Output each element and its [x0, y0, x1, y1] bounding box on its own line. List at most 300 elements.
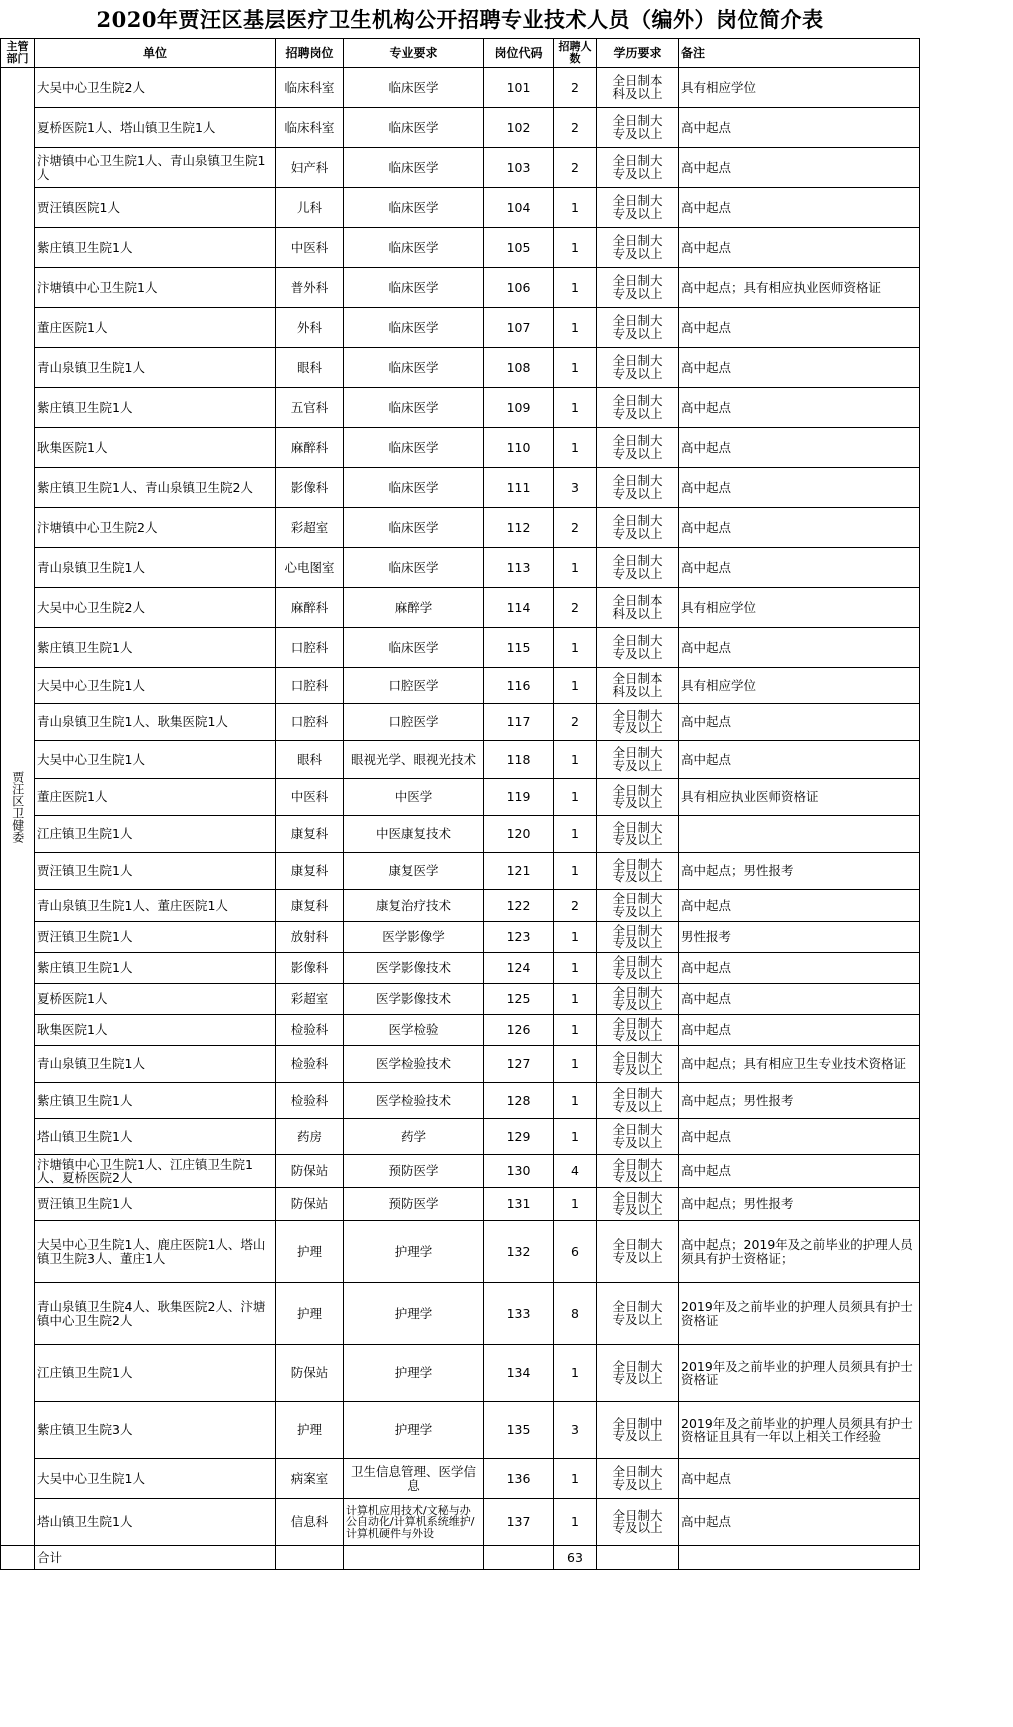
code-cell: 134 [484, 1345, 554, 1402]
code-cell: 130 [484, 1155, 554, 1188]
major-cell: 临床医学 [344, 308, 484, 348]
header-unit: 单位 [35, 39, 276, 68]
note-cell: 高中起点 [679, 1459, 920, 1499]
edu-cell: 全日制大专及以上 [597, 628, 679, 668]
unit-cell: 塔山镇卫生院1人 [35, 1119, 276, 1155]
unit-cell: 大吴中心卫生院2人 [35, 68, 276, 108]
table-row [1, 1119, 920, 1155]
unit-cell: 耿集医院1人 [35, 1015, 276, 1046]
note-cell: 高中起点 [679, 468, 920, 508]
table-row [1, 890, 920, 922]
post-cell: 信息科 [276, 1499, 344, 1546]
unit-cell: 紫庄镇卫生院1人 [35, 388, 276, 428]
edu-cell: 全日制大专及以上 [597, 1459, 679, 1499]
note-cell: 高中起点 [679, 628, 920, 668]
post-cell: 临床科室 [276, 68, 344, 108]
edu-cell: 全日制大专及以上 [597, 428, 679, 468]
note-cell: 高中起点 [679, 428, 920, 468]
edu-cell: 全日制大专及以上 [597, 1345, 679, 1402]
post-cell: 中医科 [276, 228, 344, 268]
table-row [1, 1402, 920, 1459]
unit-cell: 大吴中心卫生院2人 [35, 588, 276, 628]
post-cell: 麻醉科 [276, 428, 344, 468]
post-cell: 临床科室 [276, 108, 344, 148]
total-empty-code [484, 1546, 554, 1570]
unit-cell: 江庄镇卫生院1人 [35, 1345, 276, 1402]
count-cell: 1 [554, 1499, 597, 1546]
table-row [1, 388, 920, 428]
total-empty-major [344, 1546, 484, 1570]
unit-cell: 紫庄镇卫生院1人 [35, 953, 276, 984]
edu-cell: 全日制大专及以上 [597, 704, 679, 741]
unit-cell: 紫庄镇卫生院3人 [35, 1402, 276, 1459]
major-cell: 护理学 [344, 1402, 484, 1459]
unit-cell: 青山泉镇卫生院1人 [35, 548, 276, 588]
major-cell: 康复医学 [344, 853, 484, 890]
code-cell: 118 [484, 741, 554, 779]
unit-cell: 紫庄镇卫生院1人、青山泉镇卫生院2人 [35, 468, 276, 508]
table-row [1, 268, 920, 308]
edu-cell: 全日制大专及以上 [597, 1083, 679, 1119]
major-cell: 医学检验 [344, 1015, 484, 1046]
unit-cell: 夏桥医院1人、塔山镇卫生院1人 [35, 108, 276, 148]
note-cell [679, 816, 920, 853]
note-cell: 高中起点 [679, 953, 920, 984]
header-count: 招聘人数 [554, 39, 597, 68]
unit-cell: 汴塘镇中心卫生院1人、青山泉镇卫生院1人 [35, 148, 276, 188]
post-cell: 康复科 [276, 816, 344, 853]
table-row [1, 468, 920, 508]
edu-cell: 全日制大专及以上 [597, 1119, 679, 1155]
unit-cell: 汴塘镇中心卫生院1人、江庄镇卫生院1人、夏桥医院2人 [35, 1155, 276, 1188]
note-cell: 2019年及之前毕业的护理人员须具有护士资格证且具有一年以上相关工作经验 [679, 1402, 920, 1459]
count-cell: 1 [554, 1119, 597, 1155]
table-row [1, 228, 920, 268]
header-post: 招聘岗位 [276, 39, 344, 68]
table-row [1, 428, 920, 468]
table-row [1, 588, 920, 628]
count-cell: 1 [554, 816, 597, 853]
header-edu: 学历要求 [597, 39, 679, 68]
code-cell: 105 [484, 228, 554, 268]
code-cell: 101 [484, 68, 554, 108]
post-cell: 防保站 [276, 1345, 344, 1402]
post-cell: 儿科 [276, 188, 344, 228]
table-row [1, 953, 920, 984]
edu-cell: 全日制本科及以上 [597, 68, 679, 108]
count-cell: 1 [554, 779, 597, 816]
count-cell: 4 [554, 1155, 597, 1188]
table-row [1, 148, 920, 188]
edu-cell: 全日制大专及以上 [597, 508, 679, 548]
edu-cell: 全日制大专及以上 [597, 816, 679, 853]
count-cell: 1 [554, 548, 597, 588]
count-cell: 1 [554, 953, 597, 984]
edu-cell: 全日制大专及以上 [597, 348, 679, 388]
count-cell: 1 [554, 188, 597, 228]
post-cell: 防保站 [276, 1188, 344, 1221]
edu-cell: 全日制大专及以上 [597, 741, 679, 779]
unit-cell: 青山泉镇卫生院4人、耿集医院2人、汴塘镇中心卫生院2人 [35, 1283, 276, 1345]
total-empty-note [679, 1546, 920, 1570]
count-cell: 1 [554, 1459, 597, 1499]
note-cell: 高中起点 [679, 348, 920, 388]
major-cell: 卫生信息管理、医学信息 [344, 1459, 484, 1499]
header-note: 备注 [679, 39, 920, 68]
unit-cell: 汴塘镇中心卫生院2人 [35, 508, 276, 548]
code-cell: 124 [484, 953, 554, 984]
count-cell: 2 [554, 508, 597, 548]
post-cell: 防保站 [276, 1155, 344, 1188]
count-cell: 1 [554, 1046, 597, 1083]
count-cell: 2 [554, 704, 597, 741]
post-cell: 影像科 [276, 953, 344, 984]
code-cell: 125 [484, 984, 554, 1015]
table-row [1, 1499, 920, 1546]
major-cell: 护理学 [344, 1345, 484, 1402]
count-cell: 1 [554, 1015, 597, 1046]
major-cell: 临床医学 [344, 628, 484, 668]
edu-cell: 全日制大专及以上 [597, 953, 679, 984]
post-cell: 眼科 [276, 348, 344, 388]
note-cell: 高中起点 [679, 890, 920, 922]
edu-cell: 全日制大专及以上 [597, 853, 679, 890]
post-cell: 心电图室 [276, 548, 344, 588]
post-cell: 康复科 [276, 853, 344, 890]
code-cell: 107 [484, 308, 554, 348]
count-cell: 8 [554, 1283, 597, 1345]
table-row [1, 308, 920, 348]
table-row [1, 779, 920, 816]
edu-cell: 全日制大专及以上 [597, 148, 679, 188]
major-cell: 临床医学 [344, 68, 484, 108]
table-row [1, 348, 920, 388]
unit-cell: 青山泉镇卫生院1人 [35, 1046, 276, 1083]
table-row [1, 1015, 920, 1046]
count-cell: 1 [554, 228, 597, 268]
code-cell: 104 [484, 188, 554, 228]
total-empty-dept [1, 1546, 35, 1570]
post-cell: 检验科 [276, 1015, 344, 1046]
table-row [1, 1155, 920, 1188]
table-row [1, 668, 920, 704]
note-cell: 高中起点 [679, 1119, 920, 1155]
code-cell: 112 [484, 508, 554, 548]
header-major: 专业要求 [344, 39, 484, 68]
table-row [1, 1188, 920, 1221]
count-cell: 3 [554, 468, 597, 508]
table-row [1, 508, 920, 548]
major-cell: 预防医学 [344, 1155, 484, 1188]
edu-cell: 全日制大专及以上 [597, 548, 679, 588]
major-cell: 预防医学 [344, 1188, 484, 1221]
table-row [1, 741, 920, 779]
code-cell: 121 [484, 853, 554, 890]
edu-cell: 全日制大专及以上 [597, 1046, 679, 1083]
code-cell: 137 [484, 1499, 554, 1546]
unit-cell: 贾汪镇医院1人 [35, 188, 276, 228]
code-cell: 119 [484, 779, 554, 816]
major-cell: 中医学 [344, 779, 484, 816]
code-cell: 131 [484, 1188, 554, 1221]
post-cell: 普外科 [276, 268, 344, 308]
major-cell: 中医康复技术 [344, 816, 484, 853]
major-cell: 眼视光学、眼视光技术 [344, 741, 484, 779]
table-row [1, 108, 920, 148]
major-cell: 口腔医学 [344, 668, 484, 704]
note-cell: 高中起点 [679, 741, 920, 779]
note-cell: 具有相应学位 [679, 588, 920, 628]
note-cell: 高中起点 [679, 308, 920, 348]
count-cell: 1 [554, 1345, 597, 1402]
table-row [1, 984, 920, 1015]
code-cell: 127 [484, 1046, 554, 1083]
major-cell: 临床医学 [344, 268, 484, 308]
code-cell: 123 [484, 922, 554, 953]
dept-cell: 贾汪区卫健委 [1, 68, 35, 1546]
count-cell: 1 [554, 268, 597, 308]
edu-cell: 全日制中专及以上 [597, 1402, 679, 1459]
recruitment-table [0, 38, 920, 1570]
post-cell: 彩超室 [276, 508, 344, 548]
code-cell: 126 [484, 1015, 554, 1046]
edu-cell: 全日制大专及以上 [597, 779, 679, 816]
note-cell: 高中起点 [679, 148, 920, 188]
edu-cell: 全日制大专及以上 [597, 1015, 679, 1046]
count-cell: 1 [554, 308, 597, 348]
post-cell: 彩超室 [276, 984, 344, 1015]
unit-cell: 青山泉镇卫生院1人、董庄医院1人 [35, 890, 276, 922]
edu-cell: 全日制大专及以上 [597, 308, 679, 348]
post-cell: 病案室 [276, 1459, 344, 1499]
note-cell: 具有相应学位 [679, 668, 920, 704]
edu-cell: 全日制大专及以上 [597, 984, 679, 1015]
edu-cell: 全日制大专及以上 [597, 1283, 679, 1345]
post-cell: 外科 [276, 308, 344, 348]
total-label: 合计 [35, 1546, 276, 1570]
table-row [1, 548, 920, 588]
page-title: 2020年贾汪区基层医疗卫生机构公开招聘专业技术人员（编外）岗位简介表 [96, 7, 824, 32]
unit-cell: 紫庄镇卫生院1人 [35, 628, 276, 668]
edu-cell: 全日制大专及以上 [597, 890, 679, 922]
code-cell: 136 [484, 1459, 554, 1499]
unit-cell: 青山泉镇卫生院1人 [35, 348, 276, 388]
code-cell: 108 [484, 348, 554, 388]
unit-cell: 青山泉镇卫生院1人、耿集医院1人 [35, 704, 276, 741]
note-cell: 高中起点 [679, 188, 920, 228]
table-row [1, 1283, 920, 1345]
post-cell: 康复科 [276, 890, 344, 922]
count-cell: 1 [554, 668, 597, 704]
unit-cell: 贾汪镇卫生院1人 [35, 1188, 276, 1221]
header-row [1, 39, 920, 68]
table-row [1, 816, 920, 853]
code-cell: 132 [484, 1221, 554, 1283]
count-cell: 1 [554, 348, 597, 388]
major-cell: 医学检验技术 [344, 1046, 484, 1083]
unit-cell: 大吴中心卫生院1人 [35, 668, 276, 704]
table-row [1, 1221, 920, 1283]
edu-cell: 全日制大专及以上 [597, 922, 679, 953]
count-cell: 1 [554, 1188, 597, 1221]
post-cell: 麻醉科 [276, 588, 344, 628]
code-cell: 113 [484, 548, 554, 588]
total-count: 63 [554, 1546, 597, 1570]
edu-cell: 全日制大专及以上 [597, 388, 679, 428]
note-cell: 具有相应执业医师资格证 [679, 779, 920, 816]
major-cell: 临床医学 [344, 348, 484, 388]
post-cell: 检验科 [276, 1046, 344, 1083]
unit-cell: 董庄医院1人 [35, 779, 276, 816]
post-cell: 放射科 [276, 922, 344, 953]
count-cell: 3 [554, 1402, 597, 1459]
note-cell: 2019年及之前毕业的护理人员须具有护士资格证 [679, 1283, 920, 1345]
post-cell: 五官科 [276, 388, 344, 428]
count-cell: 1 [554, 388, 597, 428]
note-cell: 高中起点 [679, 1015, 920, 1046]
code-cell: 110 [484, 428, 554, 468]
note-cell: 高中起点；具有相应卫生专业技术资格证 [679, 1046, 920, 1083]
note-cell: 高中起点 [679, 508, 920, 548]
note-cell: 高中起点；2019年及之前毕业的护理人员须具有护士资格证； [679, 1221, 920, 1283]
note-cell: 高中起点；男性报考 [679, 853, 920, 890]
table-row [1, 628, 920, 668]
post-cell: 眼科 [276, 741, 344, 779]
major-cell: 临床医学 [344, 388, 484, 428]
note-cell: 男性报考 [679, 922, 920, 953]
post-cell: 口腔科 [276, 628, 344, 668]
major-cell: 药学 [344, 1119, 484, 1155]
post-cell: 护理 [276, 1402, 344, 1459]
code-cell: 111 [484, 468, 554, 508]
note-cell: 高中起点 [679, 1155, 920, 1188]
edu-cell: 全日制大专及以上 [597, 1188, 679, 1221]
table-row [1, 1459, 920, 1499]
unit-cell: 江庄镇卫生院1人 [35, 816, 276, 853]
code-cell: 117 [484, 704, 554, 741]
count-cell: 1 [554, 853, 597, 890]
unit-cell: 汴塘镇中心卫生院1人 [35, 268, 276, 308]
unit-cell: 紫庄镇卫生院1人 [35, 1083, 276, 1119]
note-cell: 高中起点 [679, 1499, 920, 1546]
post-cell: 检验科 [276, 1083, 344, 1119]
major-cell: 医学影像技术 [344, 953, 484, 984]
major-cell: 护理学 [344, 1283, 484, 1345]
major-cell: 医学影像技术 [344, 984, 484, 1015]
major-cell: 医学影像学 [344, 922, 484, 953]
code-cell: 120 [484, 816, 554, 853]
note-cell: 高中起点 [679, 388, 920, 428]
code-cell: 103 [484, 148, 554, 188]
major-cell: 临床医学 [344, 508, 484, 548]
post-cell: 口腔科 [276, 668, 344, 704]
unit-cell: 大吴中心卫生院1人 [35, 741, 276, 779]
total-row [1, 1546, 920, 1570]
unit-cell: 夏桥医院1人 [35, 984, 276, 1015]
count-cell: 1 [554, 428, 597, 468]
count-cell: 2 [554, 68, 597, 108]
major-cell: 临床医学 [344, 428, 484, 468]
total-empty-post [276, 1546, 344, 1570]
note-cell: 高中起点 [679, 228, 920, 268]
code-cell: 115 [484, 628, 554, 668]
code-cell: 128 [484, 1083, 554, 1119]
post-cell: 药房 [276, 1119, 344, 1155]
note-cell: 具有相应学位 [679, 68, 920, 108]
count-cell: 1 [554, 741, 597, 779]
code-cell: 122 [484, 890, 554, 922]
code-cell: 106 [484, 268, 554, 308]
major-cell: 康复治疗技术 [344, 890, 484, 922]
code-cell: 109 [484, 388, 554, 428]
unit-cell: 大吴中心卫生院1人 [35, 1459, 276, 1499]
major-cell: 临床医学 [344, 108, 484, 148]
edu-cell: 全日制大专及以上 [597, 1155, 679, 1188]
code-cell: 133 [484, 1283, 554, 1345]
table-row [1, 1083, 920, 1119]
count-cell: 1 [554, 1083, 597, 1119]
post-cell: 口腔科 [276, 704, 344, 741]
table-row [1, 922, 920, 953]
major-cell: 口腔医学 [344, 704, 484, 741]
code-cell: 129 [484, 1119, 554, 1155]
count-cell: 2 [554, 890, 597, 922]
edu-cell: 全日制大专及以上 [597, 268, 679, 308]
unit-cell: 董庄医院1人 [35, 308, 276, 348]
code-cell: 116 [484, 668, 554, 704]
edu-cell: 全日制大专及以上 [597, 1221, 679, 1283]
total-empty-edu [597, 1546, 679, 1570]
major-cell: 麻醉学 [344, 588, 484, 628]
major-cell: 护理学 [344, 1221, 484, 1283]
post-cell: 护理 [276, 1221, 344, 1283]
edu-cell: 全日制大专及以上 [597, 228, 679, 268]
table-row [1, 68, 920, 108]
count-cell: 1 [554, 628, 597, 668]
edu-cell: 全日制大专及以上 [597, 108, 679, 148]
major-cell: 医学检验技术 [344, 1083, 484, 1119]
unit-cell: 大吴中心卫生院1人、鹿庄医院1人、塔山镇卫生院3人、董庄1人 [35, 1221, 276, 1283]
note-cell: 高中起点 [679, 548, 920, 588]
note-cell: 高中起点；男性报考 [679, 1188, 920, 1221]
major-cell: 临床医学 [344, 228, 484, 268]
header-code: 岗位代码 [484, 39, 554, 68]
table-row [1, 853, 920, 890]
note-cell: 高中起点；男性报考 [679, 1083, 920, 1119]
major-cell: 计算机应用技术/文秘与办公自动化/计算机系统维护/计算机硬件与外设 [344, 1499, 484, 1546]
major-cell: 临床医学 [344, 468, 484, 508]
count-cell: 1 [554, 922, 597, 953]
edu-cell: 全日制本科及以上 [597, 588, 679, 628]
edu-cell: 全日制大专及以上 [597, 468, 679, 508]
note-cell: 高中起点；具有相应执业医师资格证 [679, 268, 920, 308]
major-cell: 临床医学 [344, 188, 484, 228]
table-row [1, 188, 920, 228]
count-cell: 2 [554, 148, 597, 188]
unit-cell: 贾汪镇卫生院1人 [35, 853, 276, 890]
unit-cell: 塔山镇卫生院1人 [35, 1499, 276, 1546]
post-cell: 影像科 [276, 468, 344, 508]
count-cell: 2 [554, 108, 597, 148]
table-row [1, 704, 920, 741]
code-cell: 135 [484, 1402, 554, 1459]
major-cell: 临床医学 [344, 548, 484, 588]
unit-cell: 贾汪镇卫生院1人 [35, 922, 276, 953]
edu-cell: 全日制本科及以上 [597, 668, 679, 704]
edu-cell: 全日制大专及以上 [597, 1499, 679, 1546]
code-cell: 102 [484, 108, 554, 148]
note-cell: 2019年及之前毕业的护理人员须具有护士资格证 [679, 1345, 920, 1402]
